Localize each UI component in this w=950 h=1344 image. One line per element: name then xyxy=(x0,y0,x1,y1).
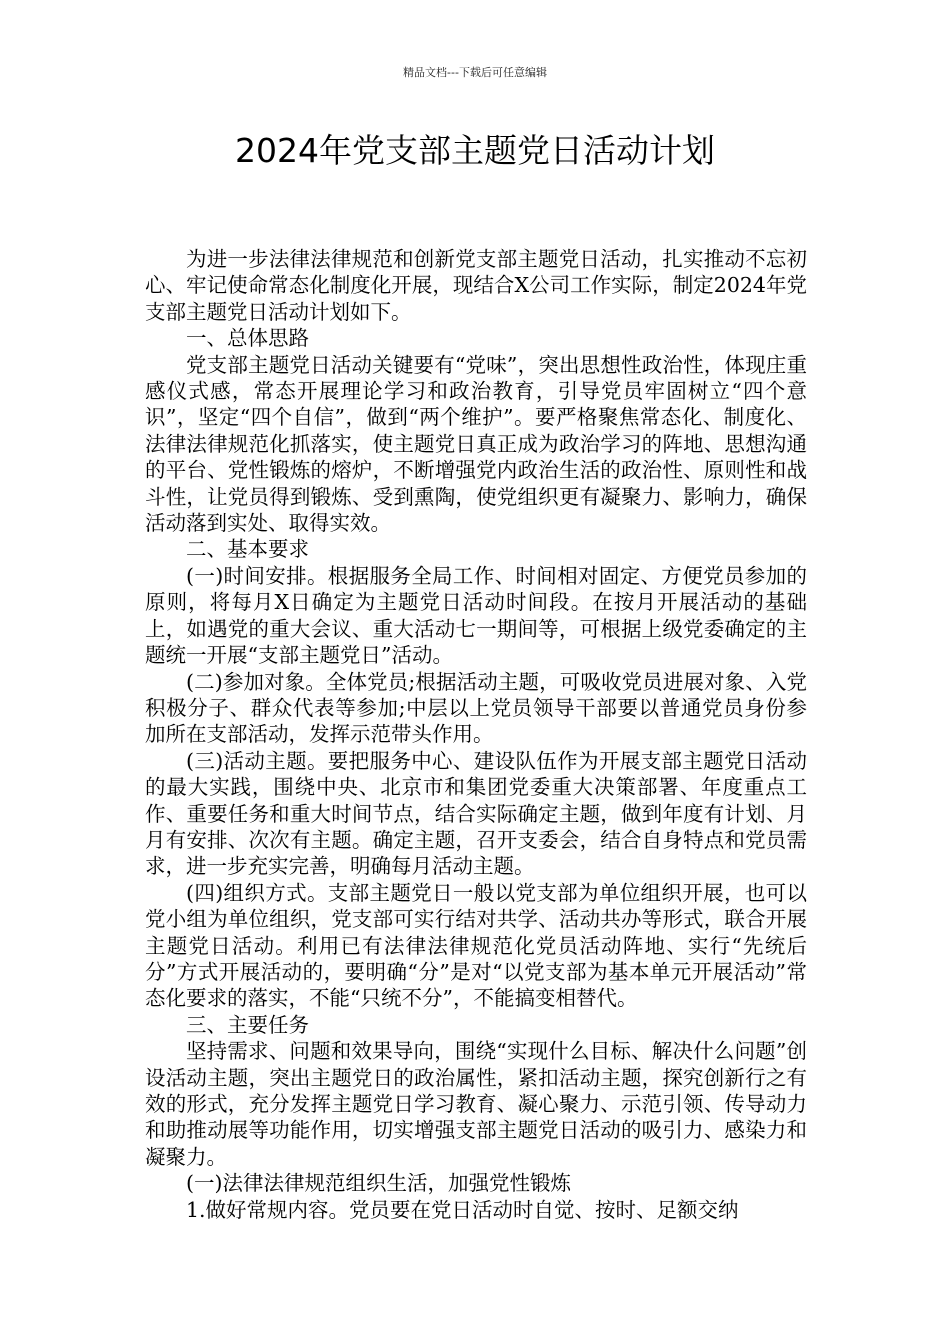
document-title: 2024年党支部主题党日活动计划 xyxy=(235,131,715,170)
organization-method-paragraph: (四)组织方式。支部主题党日一般以党支部为单位组织开展，也可以党小组为单位组织，党支部可实行结对共学、活动共办等形式，联合开展主题党日活动。利用已有法律法律规范化党员活动阵地、实行“先统后分”方式开展活动的，要明确“分”是对“以党支部为基本单元开展活动”常态化要求的落实，不能“只统不分”，不能搞变相替代。 xyxy=(145,880,807,1011)
overall-idea-paragraph: 党支部主题党日活动关键要有“党味”，突出思想性政治性，体现庄重感仪式感，常态开展理论学习和政治教育，引导党员牢固树立“四个意识”，坚定“四个自信”，做到“两个维护”。要严格聚焦常态化、制度化、法律法律规范化抓落实，使主题党日真正成为政治学习的阵地、思想沟通的平台、党性锻炼的熔炉，不断增强党内政治生活的政治性、原则性和战斗性，让党员得到锻炼、受到熏陶，使党组织更有凝聚力、影响力，确保活动落到实处、取得实效。 xyxy=(145,352,807,536)
document-body xyxy=(145,246,807,1223)
routine-content-paragraph: 1.做好常规内容。党员要在党日活动时自觉、按时、足额交纳 xyxy=(186,1197,739,1222)
activity-theme-paragraph: (三)活动主题。要把服务中心、建设队伍作为开展支部主题党日活动的最大实践，围绕中央、北京市和集团党委重大决策部署、年度重点工作、重要任务和重大时间节点，结合实际确定主题，做到年度有计划、月月有安排、次次有主题。确定主题，召开支委会，结合自身特点和党员需求，进一步充实完善，明确每月活动主题。 xyxy=(145,748,807,879)
section-heading-basic-requirements: 二、基本要求 xyxy=(186,537,309,562)
intro-paragraph: 为进一步法律法律规范和创新党支部主题党日活动，扎实推动不忘初心、牢记使命常态化制度化开展，现结合X公司工作实际，制定2024年党支部主题党日活动计划如下。 xyxy=(145,247,807,324)
page-header-note: 精品文档---下载后可任意编辑 xyxy=(403,66,547,79)
time-arrangement-paragraph: (一)时间安排。根据服务全局工作、时间相对固定、方便党员参加的原则，将每月X日确定为主题党日活动时间段。在按月开展活动的基础上，如遇党的重大会议、重大活动七一期间等，可根据上级党委确定的主题统一开展“支部主题党日”活动。 xyxy=(145,563,807,668)
main-tasks-paragraph: 坚持需求、问题和效果导向，围绕“实现什么目标、解决什么问题”创设活动主题，突出主题党日的政治属性，紧扣活动主题，探究创新行之有效的形式，充分发挥主题党日学习教育、凝心聚力、示范引领、传导动力和助推动展等功能作用，切实增强支部主题党日活动的吸引力、感染力和凝聚力。 xyxy=(145,1039,807,1169)
subsection-heading-organization-life: (一)法律法律规范组织生活，加强党性锻炼 xyxy=(186,1171,571,1196)
section-heading-main-tasks: 三、主要任务 xyxy=(186,1012,309,1037)
participants-paragraph: (二)参加对象。全体党员;根据活动主题，可吸收党员进展对象、入党积极分子、群众代表等参加;中层以上党员领导干部要以普通党员身份参加所在支部活动，发挥示范带头作用。 xyxy=(145,669,807,747)
section-heading-overall-idea: 一、总体思路 xyxy=(186,326,309,351)
